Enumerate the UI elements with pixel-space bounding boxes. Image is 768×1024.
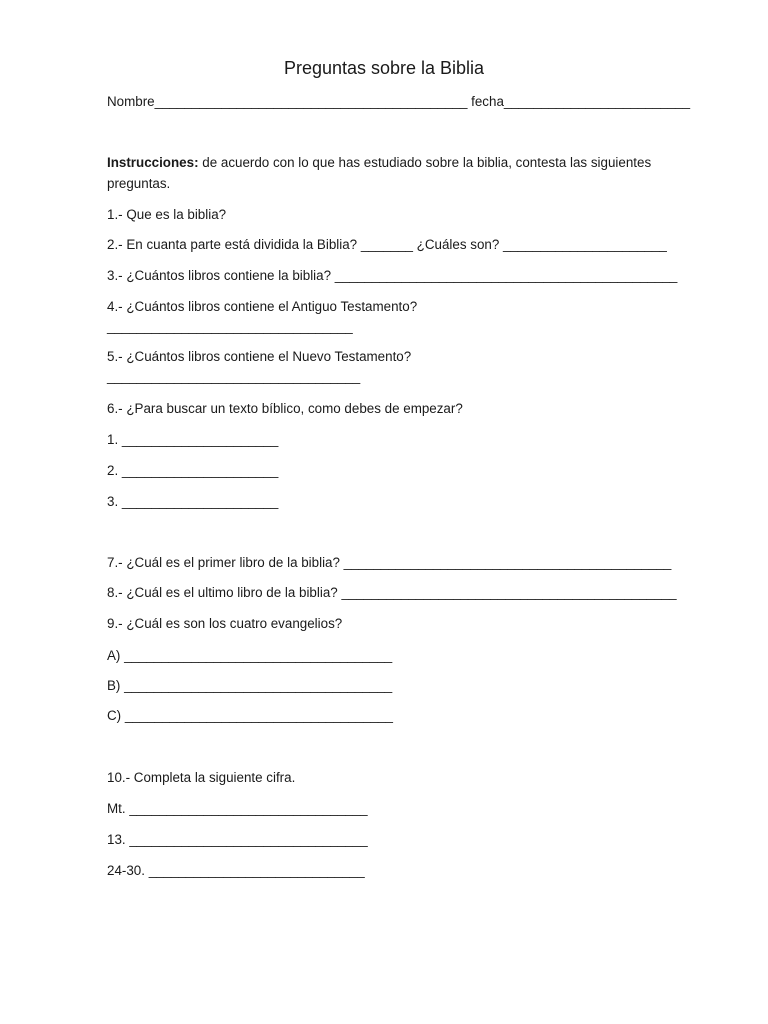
- name-date-line: Nombre__________________________________________ fecha_________________________: [107, 94, 691, 109]
- question-10: 10.- Completa la siguiente cifra.: [107, 770, 296, 785]
- question-7: 7.- ¿Cuál es el primer libro de la biblia? ____________________________________________: [107, 555, 672, 570]
- instructions-text: de acuerdo con lo que has estudiado sobre la biblia, contesta las siguientes: [198, 155, 652, 170]
- document-title: Preguntas sobre la Biblia: [283, 58, 485, 78]
- question-6: 6.- ¿Para buscar un texto bíblico, como debes de empezar?: [107, 401, 463, 416]
- question-4-answer-line: _________________________________: [107, 319, 353, 334]
- instructions-line-1: [107, 154, 651, 172]
- question-1: 1.- Que es la biblia?: [107, 207, 227, 222]
- question-9-answer-b: B) ____________________________________: [107, 678, 393, 693]
- question-8: 8.- ¿Cuál es el ultimo libro de la biblia? _____________________________________________: [107, 585, 677, 600]
- question-10-answer-2: 13. ________________________________: [107, 832, 368, 847]
- question-9: 9.- ¿Cuál es son los cuatro evangelios?: [107, 616, 343, 631]
- question-9-answer-c: C) ____________________________________: [107, 708, 393, 723]
- question-6-answer-1: 1. _____________________: [107, 432, 279, 447]
- question-10-answer-3: 24-30. _____________________________: [107, 863, 365, 878]
- instructions-line-2: preguntas.: [107, 176, 171, 191]
- question-3: 3.- ¿Cuántos libros contiene la biblia? ______________________________________________: [107, 268, 678, 283]
- question-5-answer-line: __________________________________: [107, 369, 361, 384]
- question-4: 4.- ¿Cuántos libros contiene el Antiguo Testamento?: [107, 299, 418, 314]
- question-5: 5.- ¿Cuántos libros contiene el Nuevo Testamento?: [107, 349, 412, 364]
- instructions-label: Instrucciones:: [107, 155, 199, 170]
- question-6-answer-2: 2. _____________________: [107, 463, 279, 478]
- question-6-answer-3: 3. _____________________: [107, 494, 279, 509]
- question-10-answer-1: Mt. ________________________________: [107, 801, 368, 816]
- question-2: 2.- En cuanta parte está dividida la Biblia? _______ ¿Cuáles son? ______________________: [107, 237, 667, 252]
- question-9-answer-a: A) ____________________________________: [107, 648, 393, 663]
